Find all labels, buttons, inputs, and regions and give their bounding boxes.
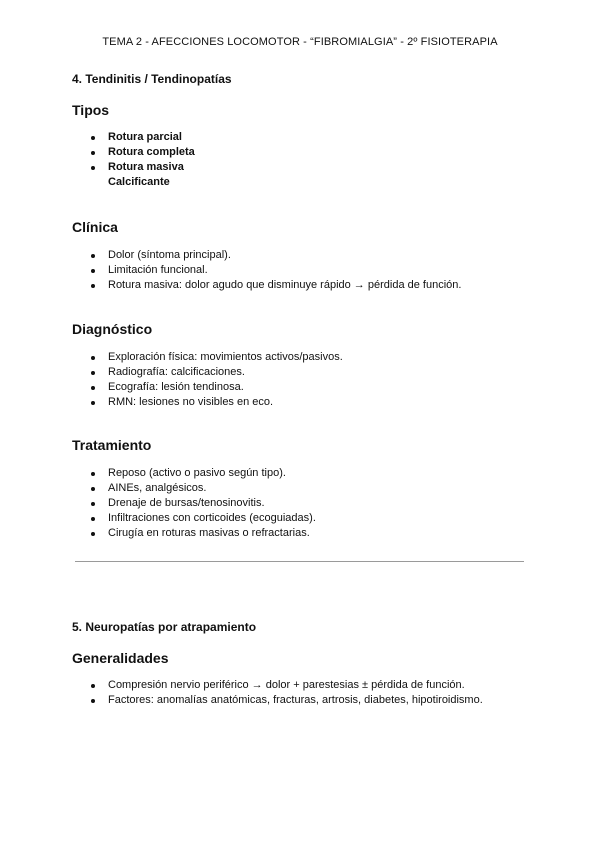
tratamiento-list [90, 466, 316, 541]
diagnostico-list [90, 350, 343, 410]
clinica-heading: Clínica [72, 219, 118, 235]
section-divider [75, 561, 524, 562]
list-item: Rotura parcial [90, 130, 195, 145]
list-item: AINEs, analgésicos. [90, 481, 316, 496]
list-item: Calcificante [108, 176, 170, 188]
list-item: Infiltraciones con corticoides (ecoguiadas). [90, 511, 316, 526]
list-item: Dolor (síntoma principal). [90, 248, 461, 263]
generalidades-list [90, 678, 483, 708]
section-5-title: 5. Neuropatías por atrapamiento [72, 620, 257, 634]
tratamiento-heading: Tratamiento [72, 437, 152, 453]
list-item: Rotura masiva [90, 160, 195, 175]
page-header: TEMA 2 - AFECCIONES LOCOMOTOR - “FIBROMIALGIA” - 2º FISIOTERAPIA [102, 36, 498, 48]
generalidades-heading: Generalidades [72, 650, 169, 666]
list-item: RMN: lesiones no visibles en eco. [90, 395, 343, 410]
list-item: Reposo (activo o pasivo según tipo). [90, 466, 316, 481]
tipos-heading: Tipos [72, 102, 110, 118]
list-item: Rotura masiva: dolor agudo que disminuye rápido → pérdida de función. [90, 278, 461, 293]
list-item: Ecografía: lesión tendinosa. [90, 380, 343, 395]
list-item: Factores: anomalías anatómicas, fracturas, artrosis, diabetes, hipotiroidismo. [90, 693, 483, 708]
diagnostico-heading: Diagnóstico [72, 321, 153, 337]
section-4-title: 4. Tendinitis / Tendinopatías [72, 72, 232, 86]
list-item: Compresión nervio periférico → dolor + parestesias ± pérdida de función. [90, 678, 483, 693]
list-item: Limitación funcional. [90, 263, 461, 278]
clinica-list [90, 248, 461, 293]
list-item: Exploración física: movimientos activos/pasivos. [90, 350, 343, 365]
list-item: Cirugía en roturas masivas o refractarias. [90, 526, 316, 541]
list-item: Drenaje de bursas/tenosinovitis. [90, 496, 316, 511]
list-item: Radiografía: calcificaciones. [90, 365, 343, 380]
list-item: Rotura completa [90, 145, 195, 160]
tipos-list [90, 130, 195, 190]
